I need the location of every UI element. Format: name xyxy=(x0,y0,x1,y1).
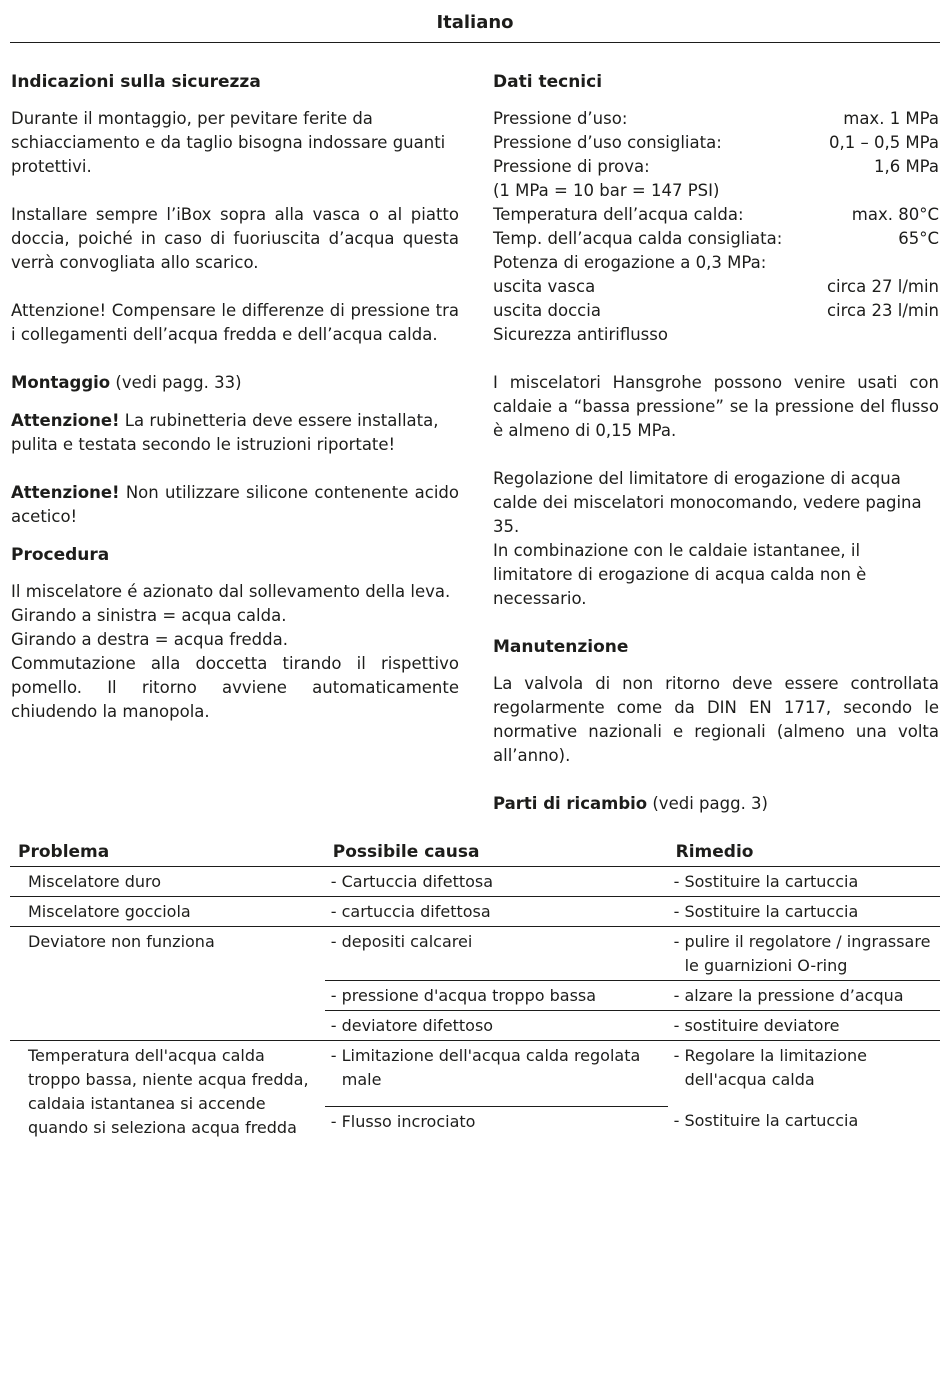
procedure-paragraph: Commutazione alla doccetta tirando il rispettivo pomello. Il ritorno avviene automaticamente chiudendo la manopola. xyxy=(11,654,459,721)
column-header-problem: Problema xyxy=(10,838,325,867)
tech-data-heading: Dati tecnici xyxy=(493,72,603,92)
spec-value: max. 80°C xyxy=(851,205,939,224)
spec-value: 1,6 MPa xyxy=(873,157,939,176)
remedy-text: - Regolare la limitazione dell'acqua calda xyxy=(673,1046,868,1089)
spec-label: Temperatura dell’acqua calda: xyxy=(493,205,744,224)
spec-label: Potenza di erogazione a 0,3 MPa: xyxy=(493,253,767,272)
cause-cell: - Flusso incrociato xyxy=(325,1106,668,1142)
troubleshooting-table xyxy=(10,838,940,1142)
cause-cell xyxy=(325,1041,668,1107)
safety-paragraph-1: Durante il montaggio, per pevitare ferite da schiacciamento e da taglio bisogna indossare guanti protettivi. xyxy=(11,109,446,176)
spare-parts-line xyxy=(493,792,939,816)
cause-cell: - Cartuccia difettosa xyxy=(330,872,494,891)
spec-row xyxy=(493,203,939,227)
safety-paragraph-3: Attenzione! Compensare le differenze di pressione tra i collegamenti dell’acqua fredda e dell’acqua calda. xyxy=(11,301,459,344)
spec-label: Pressione di prova: xyxy=(493,157,650,176)
remedy-cell: - sostituire deviatore xyxy=(668,1011,940,1041)
cause-text: - depositi calcarei xyxy=(330,932,473,951)
limiter-paragraph-2: In combinazione con le caldaie istantanee, il limitatore di erogazione di acqua calda non è necessario. xyxy=(493,541,867,608)
cause-cell: - cartuccia difettosa xyxy=(325,897,668,927)
maintenance-heading: Manutenzione xyxy=(493,637,629,657)
safety-heading: Indicazioni sulla sicurezza xyxy=(11,72,261,92)
remedy-cell xyxy=(668,1041,940,1107)
spec-label: (1 MPa = 10 bar = 147 PSI) xyxy=(493,181,720,200)
cause-cell: - deviatore difettoso xyxy=(325,1011,668,1041)
problem-cell: Miscelatore duro xyxy=(28,872,162,891)
limiter-paragraph-1: Regolazione del limitatore di erogazione di acqua calde dei miscelatori monocomando, vedere pagina 35. xyxy=(493,469,922,536)
mounting-line xyxy=(11,371,459,395)
spec-row xyxy=(493,299,939,323)
safety-paragraph-2: Installare sempre l’iBox sopra alla vasca o al piatto doccia, poiché in caso di fuoriuscita d’acqua questa verrà convogliata allo scarico. xyxy=(11,205,459,272)
header-rule xyxy=(10,42,940,43)
spec-value: 0,1 – 0,5 MPa xyxy=(828,133,939,152)
spec-row xyxy=(493,107,939,131)
spec-label: Sicurezza antiriflusso xyxy=(493,325,668,344)
warning-2-label: Attenzione! xyxy=(11,483,120,502)
table-row xyxy=(10,897,940,927)
spec-label: uscita vasca xyxy=(493,277,596,296)
mounting-label: Montaggio xyxy=(11,373,111,392)
warning-1-label: Attenzione! xyxy=(11,411,120,430)
problem-cell: Deviatore non funziona xyxy=(10,927,325,1041)
spec-row xyxy=(493,275,939,299)
table-row xyxy=(10,867,940,897)
problem-cell: Miscelatore gocciola xyxy=(10,897,325,927)
table-row xyxy=(10,1041,940,1107)
cause-text: - Limitazione dell'acqua calda regolata male xyxy=(330,1046,641,1089)
spec-row xyxy=(493,155,939,179)
spec-row xyxy=(493,227,939,251)
spec-label: Pressione d’uso: xyxy=(493,109,628,128)
remedy-cell: - Sostituire la cartuccia xyxy=(673,872,859,891)
cause-cell xyxy=(325,927,668,981)
spec-label: uscita doccia xyxy=(493,301,601,320)
table-row xyxy=(10,927,940,981)
remedy-cell xyxy=(668,927,940,981)
spec-value: circa 23 l/min xyxy=(826,301,939,320)
cause-cell: - pressione d'acqua troppo bassa xyxy=(325,981,668,1011)
warning-2 xyxy=(11,481,459,529)
procedure-line: Girando a destra = acqua fredda. xyxy=(11,630,288,649)
spec-value: circa 27 l/min xyxy=(826,277,939,296)
spec-value: max. 1 MPa xyxy=(843,109,939,128)
boiler-paragraph: I miscelatori Hansgrohe possono venire usati con caldaie a “bassa pressione” se la pressione del flusso è almeno di 0,15 MPa. xyxy=(493,373,939,440)
spec-row xyxy=(493,323,939,347)
maintenance-paragraph: La valvola di non ritorno deve essere controllata regolarmente come da DIN EN 1717, secondo le normative nazionali e regionali (almeno una volta all’anno). xyxy=(493,674,939,765)
spare-parts-page-ref: (vedi pagg. 3) xyxy=(652,794,768,813)
procedure-line: Il miscelatore é azionato dal sollevamento della leva. xyxy=(11,582,451,601)
column-header-remedy: Rimedio xyxy=(668,838,940,867)
remedy-cell: - Sostituire la cartuccia xyxy=(668,897,940,927)
spec-value: 65°C xyxy=(898,229,939,248)
right-column xyxy=(493,70,939,816)
procedure-heading: Procedura xyxy=(11,545,110,565)
spec-row xyxy=(493,179,939,203)
procedure-line: Girando a sinistra = acqua calda. xyxy=(11,606,287,625)
page-title: Italiano xyxy=(436,12,514,33)
spec-row xyxy=(493,251,939,275)
remedy-text: - pulire il regolatore / ingrassare le guarnizioni O-ring xyxy=(673,932,931,975)
warning-1-text: La rubinetteria deve essere installata, pulita e testata secondo le istruzioni riportate! xyxy=(11,411,439,454)
warning-2-text: Non utilizzare silicone contenente acido acetico! xyxy=(11,483,459,526)
remedy-cell: - alzare la pressione d’acqua xyxy=(668,981,940,1011)
spare-parts-label: Parti di ricambio xyxy=(493,794,648,813)
remedy-cell: - Sostituire la cartuccia xyxy=(673,1111,859,1131)
left-column xyxy=(11,70,459,724)
warning-1 xyxy=(11,409,459,457)
spec-row xyxy=(493,131,939,155)
column-header-cause: Possibile causa xyxy=(325,838,668,867)
mounting-page-ref: (vedi pagg. 33) xyxy=(115,373,242,392)
spec-label: Temp. dell’acqua calda consigliata: xyxy=(493,229,783,248)
problem-cell: Temperatura dell'acqua calda troppo bassa, niente acqua fredda, caldaia istantanea si accende quando si seleziona acqua fredda xyxy=(10,1041,325,1143)
spec-label: Pressione d’uso consigliata: xyxy=(493,133,722,152)
table-header-row xyxy=(10,838,940,867)
